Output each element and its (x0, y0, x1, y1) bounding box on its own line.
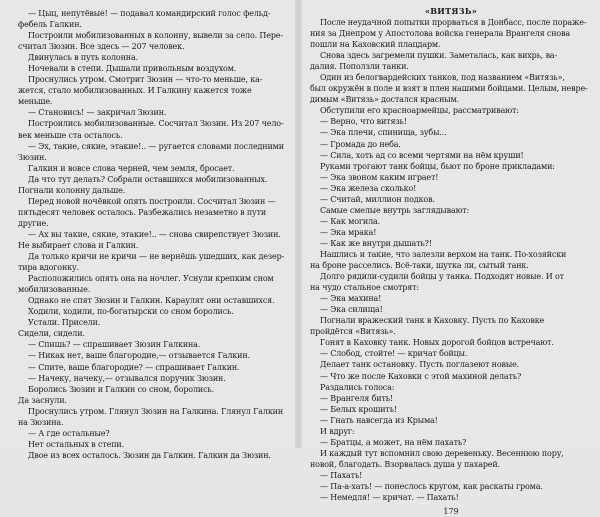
text-line: на броне расселись. Всё-таки, шутка ли, сытый танк. (310, 261, 529, 271)
text-line: — Братцы, а может, на нём пахать? (320, 437, 467, 447)
text-line: Ночевали в степи. Дышали привольным воздухом. (28, 64, 237, 74)
text-line: — Цыц, непутёвые! — подавал командирский голос фельд- (28, 9, 271, 18)
text-line: Да заснули. (18, 395, 67, 405)
text-line: Двое из всех осталось. Зюзин да Галкин. Галкин да Зюзин. (28, 450, 271, 460)
text-line: пройдётся «Витязь». (310, 327, 396, 337)
text-line: фебель Галкин. (18, 20, 82, 30)
text-line: — Эх, такие, сякие, этакие!.. — ругается словами последними (28, 141, 284, 151)
text-line: — Спишь? — спрашивает Зюзин Галкина. (28, 340, 201, 350)
text-line: мобилизованные. (18, 285, 91, 295)
text-line: — Считай, миллион подков. (320, 194, 435, 204)
text-line: Долго рядили-судили бойцы у танка. Подходят новые. И от (320, 272, 564, 282)
left-page-text (18, 8, 288, 461)
text-line: Проснулись утром. Глянул Зюзин на Галкина. Глянул Галкин (28, 406, 284, 416)
text-line: Зюзин. (18, 152, 47, 162)
text-line: димым «Витязь» достался красным. (310, 95, 459, 105)
text-line: — Как могила. (320, 216, 381, 226)
text-line: Галкин и вовсе слова черней, чем земля, бросает. (28, 163, 235, 173)
text-line: — Начеку, начеку,— отзывался поручик Зюзин. (28, 373, 226, 383)
text-line: После неудачной попытки прорваться в Донбасс, после пораже- (320, 18, 587, 27)
text-line: — Слобод, стойте! — кричат бойцы. (320, 349, 468, 359)
text-line: Самые смелые внутрь заглядывают: (320, 205, 470, 215)
text-line: Расположились опять она на ночлег. Уснули крепким сном (28, 274, 274, 284)
text-line: далия. Поползли танки. (310, 62, 409, 72)
text-line: Погнали вражеский танк в Каховку. Пусть по Каховке (320, 316, 545, 326)
text-line: Руками трогают танк бойцы, бьют по броне прикладами: (320, 161, 555, 171)
text-line: — Па-а-хать! — понеслось кругом, как раскаты грома. (320, 481, 543, 491)
text-line: — Белых крошить! (320, 404, 397, 414)
text-line: — Громада до неба. (320, 139, 401, 149)
text-line: новой, благодать. Взорвалась душа у пахарей. (310, 459, 500, 469)
text-line: — Спите, ваше благородие? — спрашивает Галкин. (28, 362, 240, 372)
text-line: век меньше ста осталось. (18, 130, 123, 140)
text-line: — Эка железа сколько! (320, 183, 417, 193)
text-line: Раздались голоса: (320, 382, 395, 392)
text-line: Обступили его красноармейцы, рассматривают: (320, 106, 519, 116)
text-line: тира вдогонку. (18, 263, 79, 273)
text-line: Сидели, сидели. (18, 329, 85, 339)
text-line: Проснулись утром. Смотрит Зюзин — что-то меньше, ка- (28, 75, 263, 85)
page-number: 179 (443, 507, 459, 517)
text-line: — Верно, что витязь! (320, 117, 407, 127)
text-line: — Гнать навсегда из Крыма! (320, 415, 438, 425)
right-page (300, 0, 600, 517)
text-line: Нет остальных в степи. (28, 439, 124, 449)
text-line: — Эка звоном каким играет! (320, 172, 439, 182)
text-line: Один из белогвардейских танков, под названием «Витязь», (320, 73, 565, 83)
text-line: пятьдесят человек осталось. Разбежались незаметно в пути (18, 207, 267, 217)
left-page (0, 0, 296, 460)
text-line: И каждый тут вспомнил свою деревеньку. Весеннюю пору, (320, 448, 564, 458)
text-line: Однако не спят Зюзин и Галкин. Караулят они оставшихся. (28, 296, 275, 306)
text-line: — А где остальные? (28, 428, 110, 438)
text-line: Боролись Зюзин и Галкин со сном, боролись. (28, 384, 215, 394)
text-line: — Становись! — закричал Зюзин. (28, 108, 167, 118)
text-line: Гонят в Каховку танк. Новых дорогой бойцов встречают. (320, 338, 554, 348)
text-line: — Немедля! — кричат. — Пахать! (320, 493, 459, 503)
text-line: считал Зюзин. Все здесь — 207 человек. (18, 42, 185, 52)
text-line: Ходили, ходили, по-богатырски со сном боролись. (28, 307, 234, 317)
text-line: Да что тут делать? Собрали оставшихся мобилизованных. (28, 174, 268, 184)
text-line: — Врангеля бить! (320, 393, 393, 403)
text-line: — Что же после Каховки с этой махиной делать? (320, 371, 522, 381)
text-line: пошли на Каховский плацдарм. (310, 40, 441, 50)
text-line: Двинулась в путь колонна. (28, 53, 138, 63)
text-line: Да только кричи не кричи — не вернёшь ушедших, как дезер- (28, 252, 285, 262)
text-line: — Эка мрака! (320, 227, 377, 237)
running-head: «ВИТЯЗЬ» (424, 6, 478, 16)
text-line: Перед новой ночёвкой опять построили. Сосчитал Зюзин — (28, 196, 276, 206)
text-line: Нашлись и такие, что залезли верхом на танк. По-хозяйски (320, 249, 567, 259)
text-line: — Эка махина! (320, 294, 382, 304)
text-line: Не выбирает слова и Галкин. (18, 240, 139, 250)
text-line: — Эка силища! (320, 305, 383, 315)
text-line: Построились мобилизованные. Сосчитал Зюзин. Из 207 чело- (28, 119, 284, 129)
text-line: был окружён в поле и взят в плен нашими бойцами. Целым, невре- (310, 84, 588, 94)
text-line: на Зюзина. (18, 417, 64, 427)
text-line: Снова здесь загремели пушки. Заметалась, как вихрь, ва- (320, 51, 558, 61)
text-line: на чудо стальное смотрят: (310, 283, 419, 293)
text-line: — Сила, хоть ад со всеми чертями на нём круши! (320, 150, 524, 160)
text-line: ния за Днепром у Апостолова войска генерала Врангеля снова (310, 29, 571, 39)
text-line: Построили мобилизованных в колонну, вывели за село. Пере- (28, 31, 283, 41)
text-line: Делает танк остановку. Пусть поглазеют новые. (320, 360, 520, 370)
text-line: — Эка плечи, спинища, зубы... (320, 128, 447, 138)
text-line: — Никак нет, ваше благородие,— отзывается Галкин. (28, 351, 250, 361)
text-line: жется, стало мобилизованных. И Галкину кажется тоже (18, 86, 252, 96)
text-line: И вдруг: (320, 426, 355, 436)
text-line: Устали. Присели. (28, 318, 101, 328)
text-line: — Как же внутри дышать?! (320, 238, 432, 248)
text-line: — Ах вы такие, сякие, этакие!.. — снова свирепствует Зюзин. (28, 229, 281, 239)
text-line: Погнали колонну дальше. (18, 185, 126, 195)
text-line: — Пахать! (320, 470, 363, 480)
text-line: меньше. (18, 97, 53, 107)
text-line: другие. (18, 218, 49, 228)
right-page-text (310, 17, 592, 503)
